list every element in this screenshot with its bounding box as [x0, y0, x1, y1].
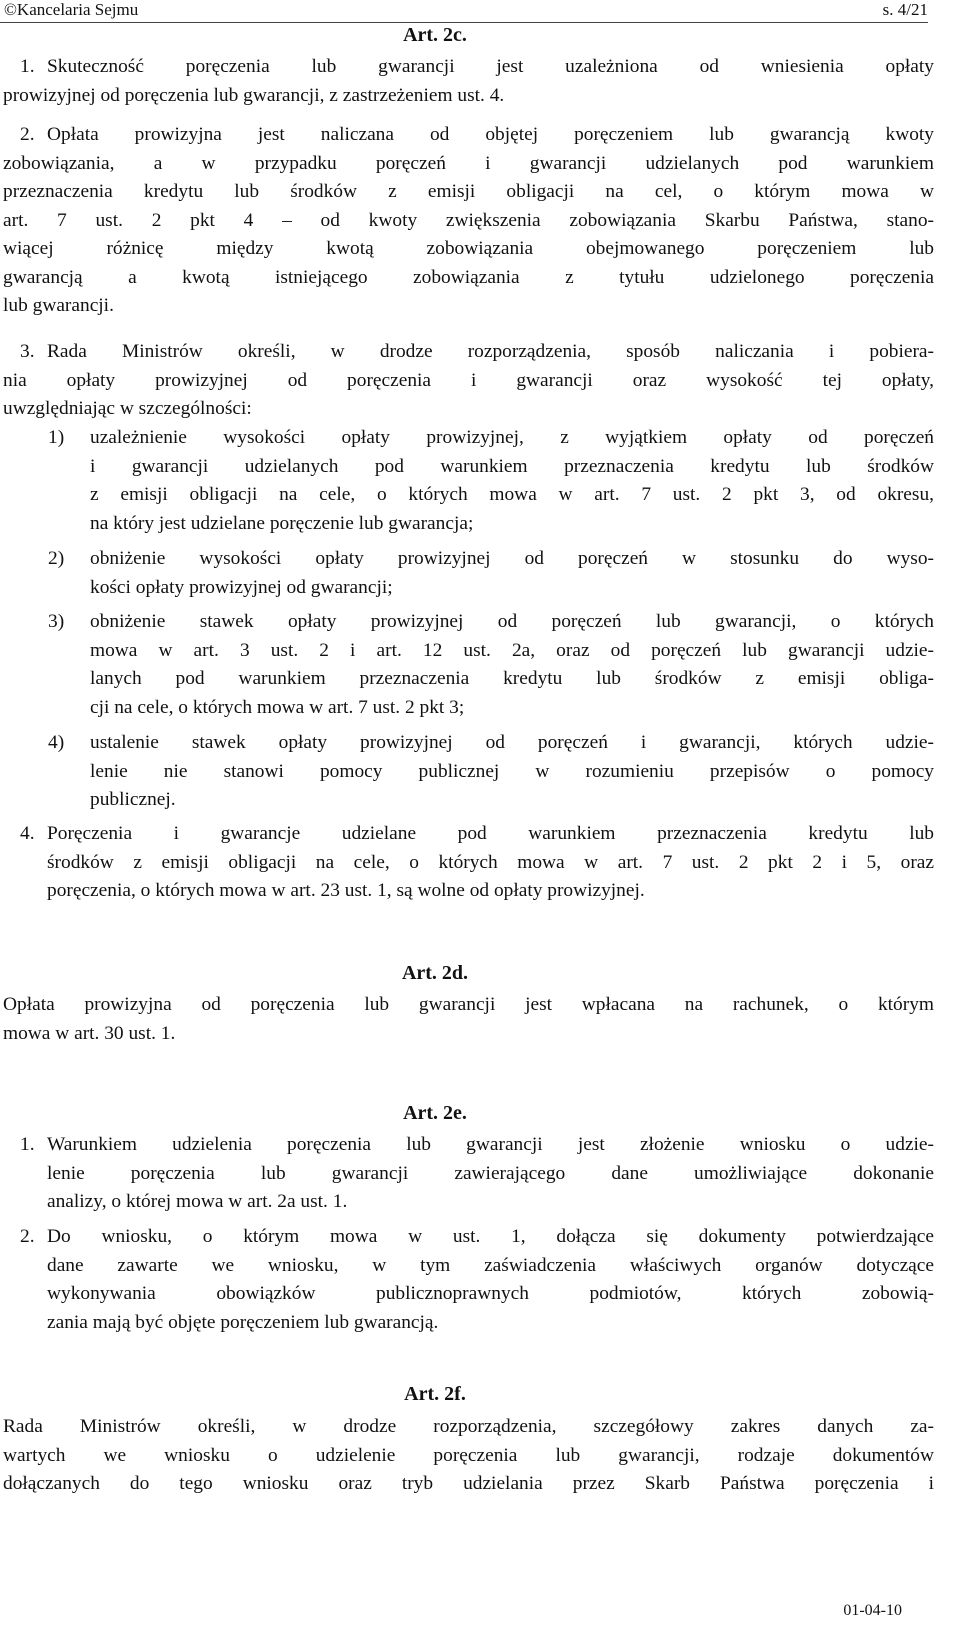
text-line: lenie nie stanowi pomocy publicznej w rozumieniu przepisów o pomocy [90, 760, 934, 782]
text-line: wartych we wniosku o udzielenie poręczenia lub gwarancji, rodzaje dokumentów [3, 1444, 934, 1466]
header-source: ©Kancelaria Sejmu [4, 0, 139, 19]
text-line: z emisji obligacji na cele, o których mowa w art. 7 ust. 2 pkt 3, od okresu, [90, 484, 934, 505]
text-line: publicznej. [90, 789, 176, 810]
text-line: Opłata prowizyjna od poręczenia lub gwarancji jest wpłacana na rachunek, o którym [3, 994, 934, 1015]
point-number: 2) [48, 548, 65, 569]
text-line: prowizyjnej od poręczenia lub gwarancji, z zastrzeżeniem ust. 4. [3, 84, 505, 106]
text-line: lanych pod warunkiem przeznaczenia kredytu lub środków z emisji obliga- [90, 668, 934, 689]
text-line: mowa w art. 3 ust. 2 i art. 12 ust. 2a, oraz od poręczeń lub gwarancji udzie- [90, 639, 934, 661]
ust-number: 2. [20, 124, 35, 145]
article-2e-title: Art. 2e. [403, 1102, 467, 1124]
text-line: dołączanych do tego wniosku oraz tryb udzielania przez Skarb Państwa poręczenia i [3, 1473, 934, 1494]
text-line: przeznaczenia kredytu lub środków z emisji obligacji na cel, o którym mowa w [3, 181, 934, 202]
ust-number: 3. [20, 341, 35, 362]
point-number: 4) [48, 732, 65, 753]
text-line: uzależnienie wysokości opłaty prowizyjnej, z wyjątkiem opłaty od poręczeń [90, 427, 934, 448]
text-line: obniżenie stawek opłaty prowizyjnej od poręczeń lub gwarancji, o których [90, 611, 934, 632]
article-2c-title: Art. 2c. [403, 24, 467, 46]
text-line: i gwarancji udzielanych pod warunkiem przeznaczenia kredytu lub środków [90, 455, 934, 477]
text-line: wykonywania obowiązków publicznoprawnych podmiotów, których zobowią- [47, 1283, 934, 1304]
text-line: ustalenie stawek opłaty prowizyjnej od poręczeń i gwarancji, których udzie- [90, 732, 934, 753]
text-line: cji na cele, o których mowa w art. 7 ust. 2 pkt 3; [90, 696, 465, 718]
text-line: Opłata prowizyjna jest naliczana od objętej poręczeniem lub gwarancją kwoty [47, 124, 934, 145]
text-line: gwarancją a kwotą istniejącego zobowiązania z tytułu udzielonego poręczenia [3, 266, 934, 288]
text-line: Do wniosku, o którym mowa w ust. 1, dołącza się dokumenty potwierdzające [47, 1226, 934, 1247]
text-line: analizy, o której mowa w art. 2a ust. 1. [47, 1191, 348, 1212]
text-line: Warunkiem udzielenia poręczenia lub gwarancji jest złożenie wniosku o udzie- [47, 1134, 934, 1155]
ust-number: 4. [20, 823, 35, 844]
point-number: 3) [48, 611, 65, 632]
text-line: mowa w art. 30 ust. 1. [3, 1022, 176, 1044]
text-line: wiącej różnicę między kwotą zobowiązania obejmowanego poręczeniem lub [3, 238, 934, 259]
text-line: dane zawarte we wniosku, w tym zaświadczenia właściwych organów dotyczące [47, 1254, 934, 1276]
ust-number: 1. [20, 56, 35, 77]
footer-date: 01-04-10 [843, 1602, 902, 1619]
article-2d-title: Art. 2d. [401, 962, 469, 984]
text-line: lub gwarancji. [3, 295, 114, 316]
text-line: art. 7 ust. 2 pkt 4 – od kwoty zwiększenia zobowiązania Skarbu Państwa, stano- [3, 209, 934, 231]
article-2f-title: Art. 2f. [404, 1383, 466, 1405]
text-line: kości opłaty prowizyjnej od gwarancji; [90, 576, 393, 598]
point-number: 1) [48, 427, 65, 448]
text-line: Rada Ministrów określi, w drodze rozporządzenia, sposób naliczania i pobiera- [47, 341, 934, 362]
ust-number: 2. [20, 1226, 35, 1247]
text-line: zobowiązania, a w przypadku poręczeń i gwarancji udzielanych pod warunkiem [3, 152, 934, 174]
text-line: obniżenie wysokości opłaty prowizyjnej od poręczeń w stosunku do wyso- [90, 548, 934, 569]
text-line: na który jest udzielane poręczenie lub gwarancja; [90, 512, 474, 534]
header-page-number: s. 4/21 [882, 0, 928, 19]
text-line: poręczenia, o których mowa w art. 23 ust. 1, są wolne od opłaty prowizyjnej. [47, 880, 645, 901]
text-line: Rada Ministrów określi, w drodze rozporządzenia, szczegółowy zakres danych za- [3, 1416, 934, 1437]
text-line: środków z emisji obligacji na cele, o których mowa w art. 7 ust. 2 pkt 2 i 5, oraz [47, 851, 934, 873]
text-line: zania mają być objęte poręczeniem lub gwarancją. [47, 1311, 439, 1333]
text-line: Skuteczność poręczenia lub gwarancji jest uzależniona od wniesienia opłaty [47, 56, 934, 77]
text-line: lenie poręczenia lub gwarancji zawierającego dane umożliwiające dokonanie [47, 1162, 934, 1184]
ust-number: 1. [20, 1134, 35, 1155]
text-line: nia opłaty prowizyjnej od poręczenia i gwarancji oraz wysokość tej opłaty, [3, 369, 934, 391]
text-line: Poręczenia i gwarancje udzielane pod warunkiem przeznaczenia kredytu lub [47, 823, 934, 844]
text-line: uwzględniając w szczególności: [3, 398, 252, 419]
